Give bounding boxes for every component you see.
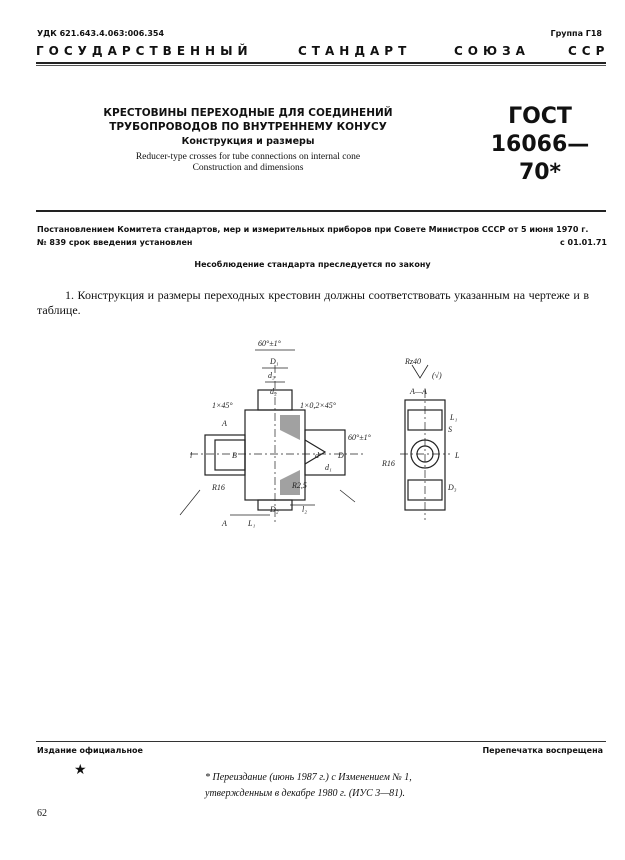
label-S: S xyxy=(448,425,452,434)
reprint-prohibited-label: Перепечатка воспрещена xyxy=(482,746,603,755)
state-standard-banner xyxy=(36,44,610,58)
label-R25: R2,5 xyxy=(292,481,307,490)
reissue-note-line1: * Переиздание (июнь 1987 г.) с Изменением № 1, xyxy=(205,772,412,783)
label-B: B xyxy=(232,451,237,460)
label-R16: R16 xyxy=(212,483,225,492)
label-d3: d₃ xyxy=(268,371,275,380)
header-rule-thin xyxy=(36,65,606,66)
paragraph-1: 1. Конструкция и размеры переходных крестовин должны соответствовать указанным на чертеже и в таблице. xyxy=(37,288,589,317)
label-A-top: A xyxy=(222,419,227,428)
label-section-L1: L₁ xyxy=(450,413,458,422)
violation-notice: Несоблюдение стандарта преследуется по закону xyxy=(194,260,431,269)
decree-line1: Постановлением Комитета стандартов, мер и измерительных приборов при Совете Министров СССР от 5 июня 1970 г. xyxy=(37,225,589,234)
technical-drawing xyxy=(150,330,480,535)
label-roughness-mark: (√) xyxy=(432,371,442,380)
udk-code: УДК 621.643.4.063:006.354 xyxy=(37,29,165,38)
label-D: D xyxy=(338,451,344,460)
group-code: Группа Г18 xyxy=(550,29,602,38)
label-l: l xyxy=(190,451,193,460)
gost-designation xyxy=(470,103,610,187)
gost-label: ГОСТ xyxy=(508,104,572,129)
title-ru-line2: ТРУБОПРОВОДОВ ПО ВНУТРЕННЕМУ КОНУСУ xyxy=(109,121,387,133)
label-D2: D₂ xyxy=(270,505,279,514)
title-en xyxy=(98,152,398,174)
label-L: L xyxy=(455,451,460,460)
banner-word-4: ССР xyxy=(568,44,610,58)
page-number: 62 xyxy=(37,808,47,819)
label-l2: l₂ xyxy=(302,505,308,514)
label-section-AA: A—A xyxy=(410,387,427,396)
decree-date: с 01.01.71 xyxy=(559,238,607,247)
label-section-R16: R16 xyxy=(382,459,395,468)
title-ru xyxy=(98,106,398,134)
label-L1: L₁ xyxy=(248,519,256,528)
star-icon: ★ xyxy=(74,762,87,778)
subtitle-ru: Конструкция и размеры xyxy=(181,136,315,147)
decree-block xyxy=(37,223,607,249)
label-roughness: Rz40 xyxy=(405,357,421,366)
title-en-line1: Reducer-type crosses for tube connections on internal cone xyxy=(135,152,361,162)
label-angle-right: 60°±1° xyxy=(348,433,371,442)
title-ru-line1: КРЕСТОВИНЫ ПЕРЕХОДНЫЕ ДЛЯ СОЕДИНЕНИЙ xyxy=(103,107,393,119)
gost-number: 16066—70* xyxy=(490,132,590,185)
title-en-line2: Construction and dimensions xyxy=(192,163,304,173)
banner-word-1: ГОСУДАРСТВЕННЫЙ xyxy=(36,44,253,58)
decree-line2: № 839 срок введения установлен xyxy=(37,238,193,247)
reissue-note xyxy=(205,770,465,802)
label-D3: D₃ xyxy=(448,483,457,492)
banner-word-2: СТАНДАРТ xyxy=(298,44,412,58)
banner-word-3: СОЮЗА xyxy=(454,44,530,58)
footer-rule xyxy=(36,741,606,742)
label-chamfer: 1×45° xyxy=(212,401,233,410)
label-d: d xyxy=(315,451,319,460)
official-edition-label: Издание официальное xyxy=(37,746,143,755)
reissue-note-line2: утвержденным в декабре 1980 г. (ИУС 3—81). xyxy=(205,788,405,799)
label-angle-top: 60°±1° xyxy=(258,339,281,348)
title-rule xyxy=(36,210,606,212)
label-chamfer-right: 1×0,2×45° xyxy=(300,401,336,410)
label-d2: d₂ xyxy=(270,387,277,396)
header-rule xyxy=(36,62,606,64)
label-D1: D₁ xyxy=(270,357,279,366)
label-A-bottom: A xyxy=(222,519,227,528)
label-d1: d₁ xyxy=(325,463,332,472)
